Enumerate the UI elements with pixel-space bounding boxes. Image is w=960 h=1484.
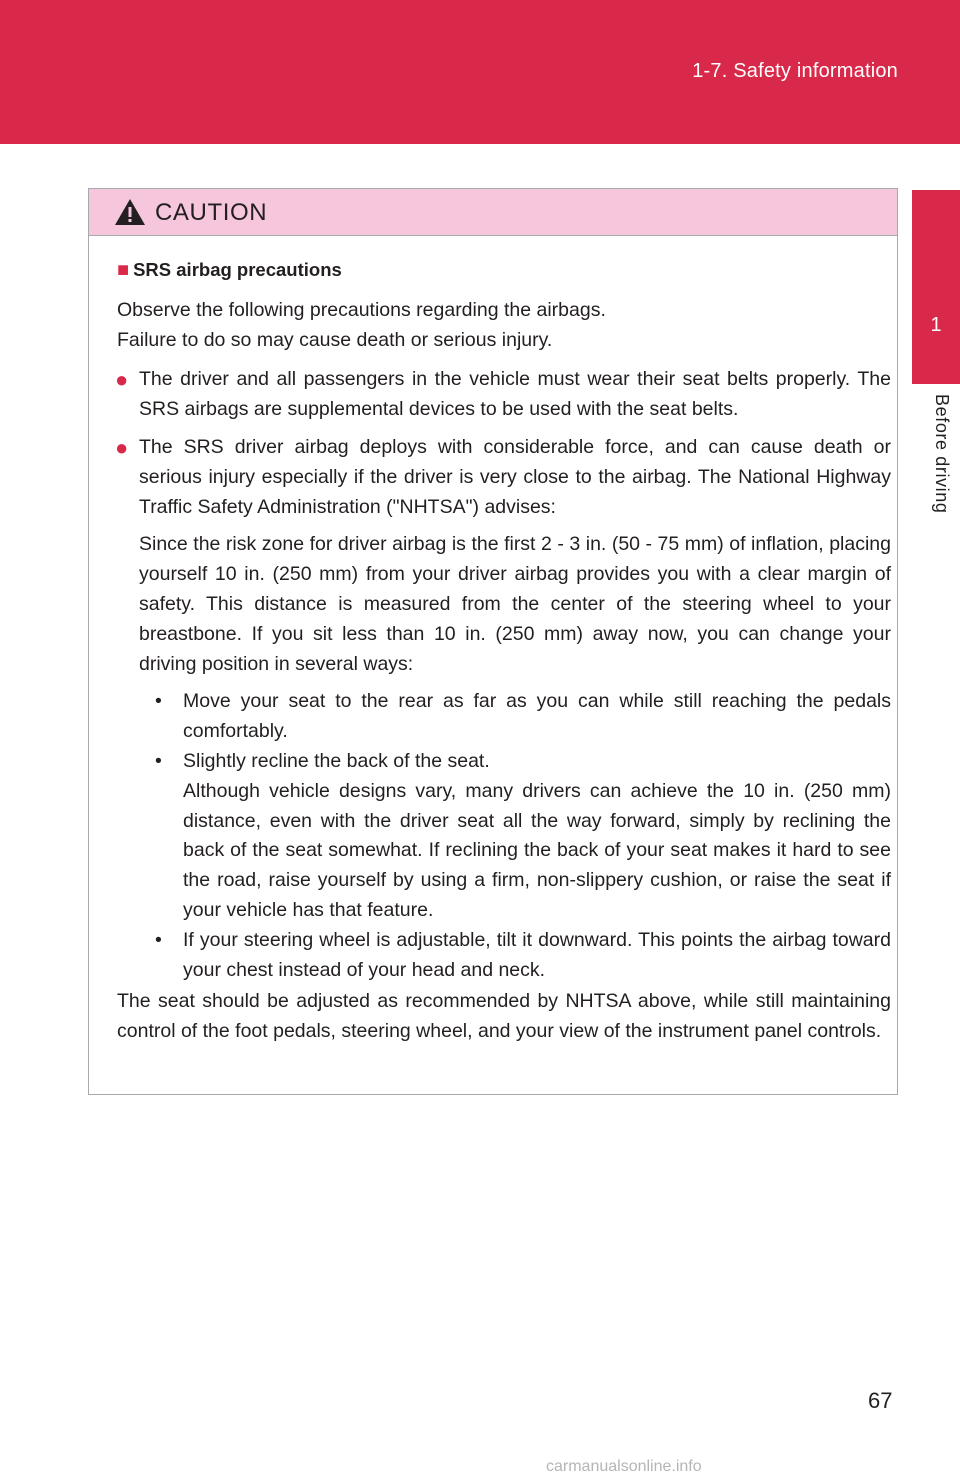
caution-title: CAUTION [155, 199, 268, 226]
page-number: 67 [868, 1388, 893, 1413]
list-item-text: If your steering wheel is adjustable, tilt it downward. This points the airbag toward your chest instead of your head and neck. [183, 928, 891, 981]
subheading [115, 255, 891, 286]
bullet-item [115, 365, 891, 425]
subheading-text: SRS airbag precautions [133, 259, 342, 280]
square-bullet-icon: ■ [117, 259, 130, 281]
dot-bullet-icon: • [155, 749, 162, 772]
nhtsa-quote: Since the risk zone for driver airbag is the first 2 - 3 in. (50 - 75 mm) of inflation, placing yourself 10 in. (250 mm) from your driver airbag provides you with a clear margin of safety. This distance is measured from the center of the steering wheel to your breastbone. If you sit less than 10 in. (250 mm) away now, you can change your driving position in several ways: [139, 533, 891, 675]
dot-bullet-icon: • [155, 928, 162, 951]
list-item-text: Move your seat to the rear as far as you can while still reaching the pedals comfortably. [183, 690, 891, 743]
caution-content [115, 255, 891, 1047]
circle-bullet-icon: ● [115, 434, 129, 460]
intro-line: Observe the following precautions regarding the airbags. [117, 298, 606, 321]
chapter-number: 1 [930, 314, 942, 336]
list-item [155, 687, 891, 747]
watermark: carmanualsonline.info [546, 1458, 702, 1475]
list-item-detail: Although vehicle designs vary, many drivers can achieve the 10 in. (250 mm) distance, even with the driver seat all the way forward, simply by reclining the back of the seat somewhat. If reclining the back of your seat makes it hard to see the road, raise yourself by using a firm, non-slippery cushion, or raise the seat if your vehicle has that feature. [183, 779, 891, 921]
section-title: 1-7. Safety information [692, 60, 898, 82]
intro-paragraph [115, 296, 891, 356]
list-item [155, 747, 891, 926]
list-item [155, 926, 891, 986]
bullet-text: The SRS driver airbag deploys with considerable force, and can cause death or serious injury especially if the driver is very close to the airbag. The National Highway Traffic Safety Administration ("NHTSA") advises: [139, 435, 891, 518]
intro-line: Failure to do so may cause death or serious injury. [117, 328, 553, 351]
driving-position-list [115, 687, 891, 985]
bullet-text: The driver and all passengers in the vehicle must wear their seat belts properly. The SRS airbags are supplemental devices to be used with the seat belts. [139, 368, 891, 421]
chapter-tab [912, 190, 960, 384]
circle-bullet-icon: ● [115, 367, 129, 393]
caution-header [89, 189, 897, 236]
warning-triangle-icon [113, 197, 147, 227]
chapter-label: Before driving [932, 394, 952, 514]
dot-bullet-icon: • [155, 690, 162, 713]
list-item-text: Slightly recline the back of the seat. [183, 749, 490, 772]
closing-paragraph: The seat should be adjusted as recommended by NHTSA above, while still maintaining control of the foot pedals, steering wheel, and your view of the instrument panel controls. [117, 990, 891, 1043]
bullet-item [115, 433, 891, 522]
caution-box [88, 188, 898, 1095]
